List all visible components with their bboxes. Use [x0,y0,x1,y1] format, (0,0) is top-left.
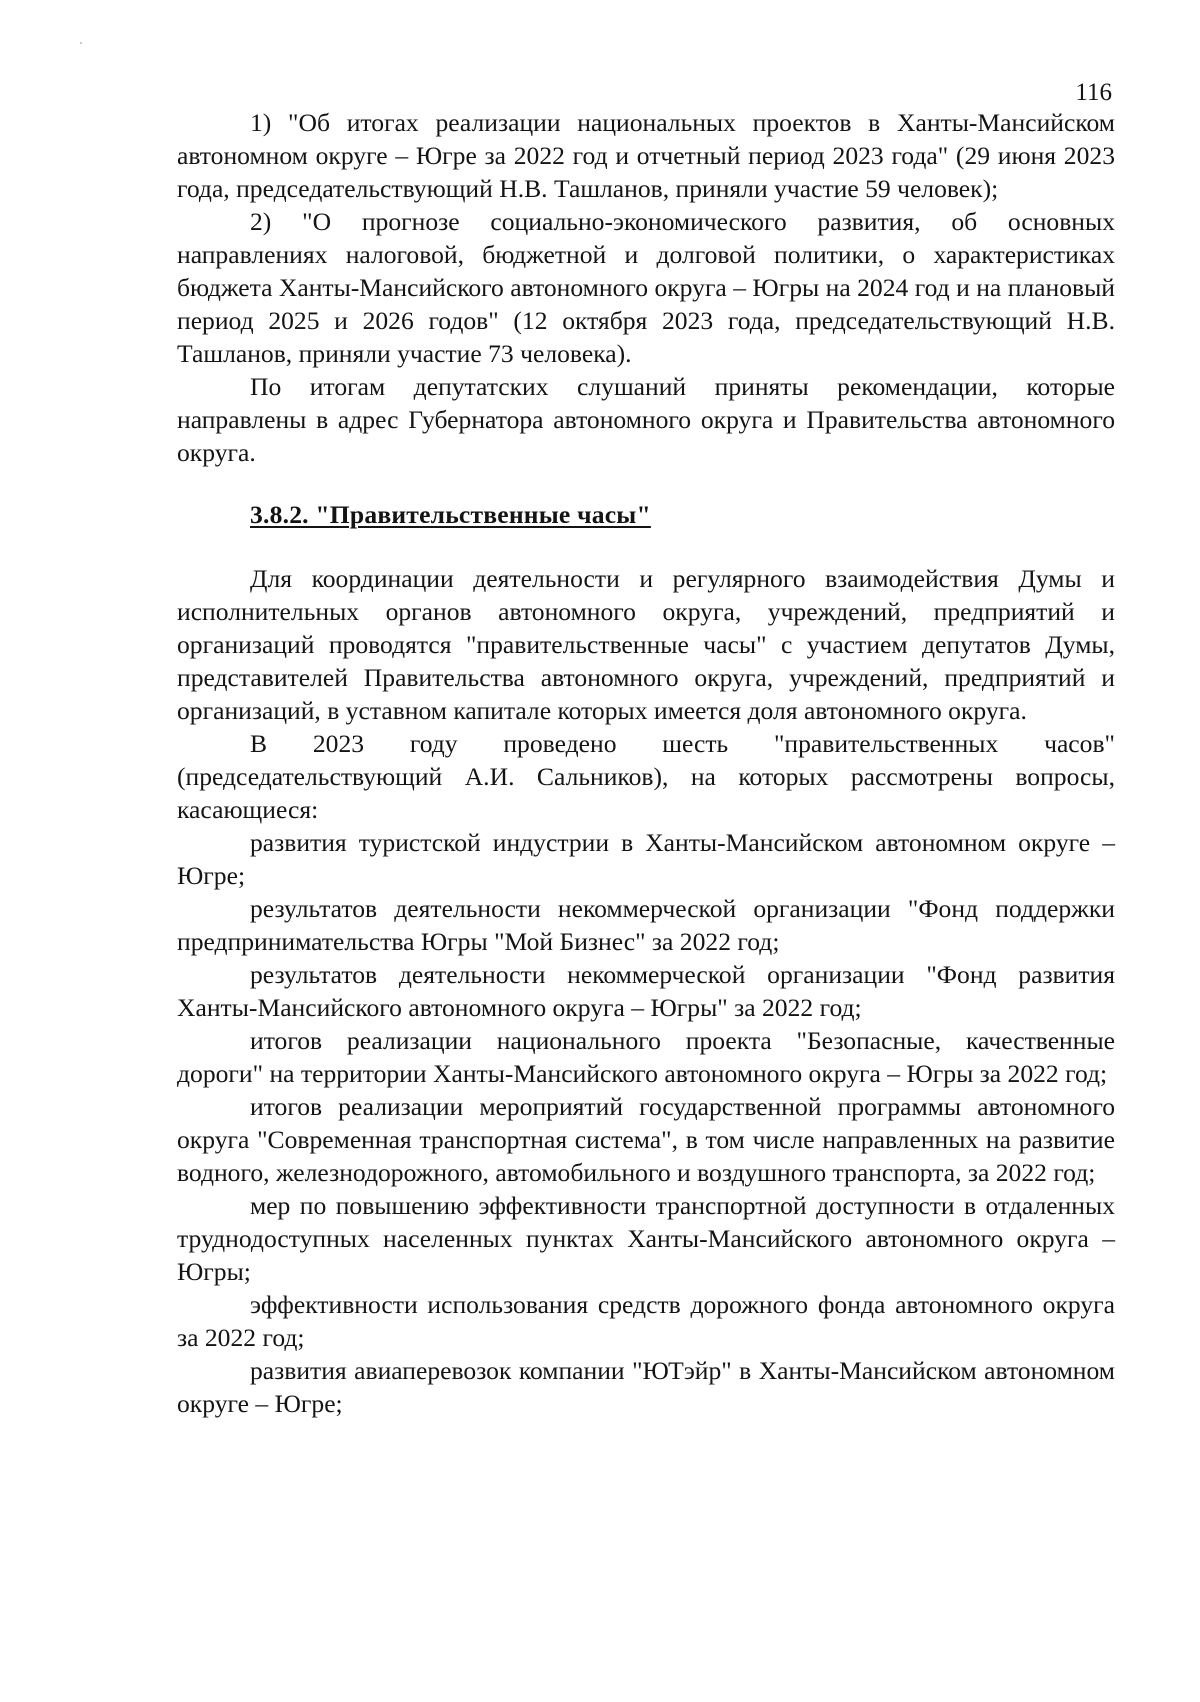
topic-item: развития авиаперевозок компании "ЮТэйр" в Ханты-Мансийском автономном округе – Югре; [177,1356,1115,1418]
intro-paragraph-3: По итогам депутатских слушаний приняты рекомендации, которые направлены в адрес Губернатора автономного округа и Правительства автономного округа. [177,372,1115,467]
section-paragraph-2: В 2023 году проведено шесть "правительственных часов" (председательствующий А.И. Сальников), на которых рассмотрены вопросы, касающиеся: [177,729,1115,824]
topic-item: итогов реализации мероприятий государственной программы автономного округа "Современная транспортная система", в том числе направленных на развитие водного, железнодорожного, автомобильного и воздушного транспорта, за 2022 год; [177,1092,1115,1187]
page-number: 116 [1075,79,1112,106]
heading-spacer [177,531,1115,562]
topic-item: эффективности использования средств дорожного фонда автономного округа за 2022 год; [177,1290,1115,1352]
scan-speck [80,42,82,44]
section-paragraph-1: Для координации деятельности и регулярного взаимодействия Думы и исполнительных органов автономного округа, учреждений, предприятий и организаций проводятся "правительственные часы" с участием депутатов Думы, представителей Правительства автономного округа, учреждений, предприятий и организаций, в уставном капитале которых имеется доля автономного округа. [177,564,1115,725]
topic-item: результатов деятельности некоммерческой организации "Фонд поддержки предпринимательства Югры "Мой Бизнес" за 2022 год; [177,894,1115,956]
section-heading: 3.8.2. "Правительственные часы" [250,500,651,529]
topic-item: результатов деятельности некоммерческой организации "Фонд развития Ханты-Мансийского автономного округа – Югры" за 2022 год; [177,960,1115,1022]
topic-item: развития туристской индустрии в Ханты-Мансийском автономном округе – Югре; [177,828,1115,890]
page-content [177,106,1115,1420]
intro-paragraph-1: 1) "Об итогах реализации национальных проектов в Ханты-Мансийском автономном округе – Югре за 2022 год и отчетный период 2023 года" (29 июня 2023 года, председательствующий Н.В. Ташланов, приняли участие 59 человек); [177,108,1115,203]
intro-paragraph-2: 2) "О прогнозе социально-экономического развития, об основных направлениях налоговой, бюджетной и долговой политики, о характеристиках бюджета Ханты-Мансийского автономного округа – Югры на 2024 год и на плановый период 2025 и 2026 годов" (12 октября 2023 года, председательствующий Н.В. Ташланов, приняли участие 73 человека). [177,207,1115,368]
topic-item: мер по повышению эффективности транспортной доступности в отдаленных труднодоступных населенных пунктах Ханты-Мансийского автономного округа – Югры; [177,1191,1115,1286]
topic-item: итогов реализации национального проекта "Безопасные, качественные дороги" на территории Ханты-Мансийского автономного округа – Югры за 2022 год; [177,1026,1115,1088]
